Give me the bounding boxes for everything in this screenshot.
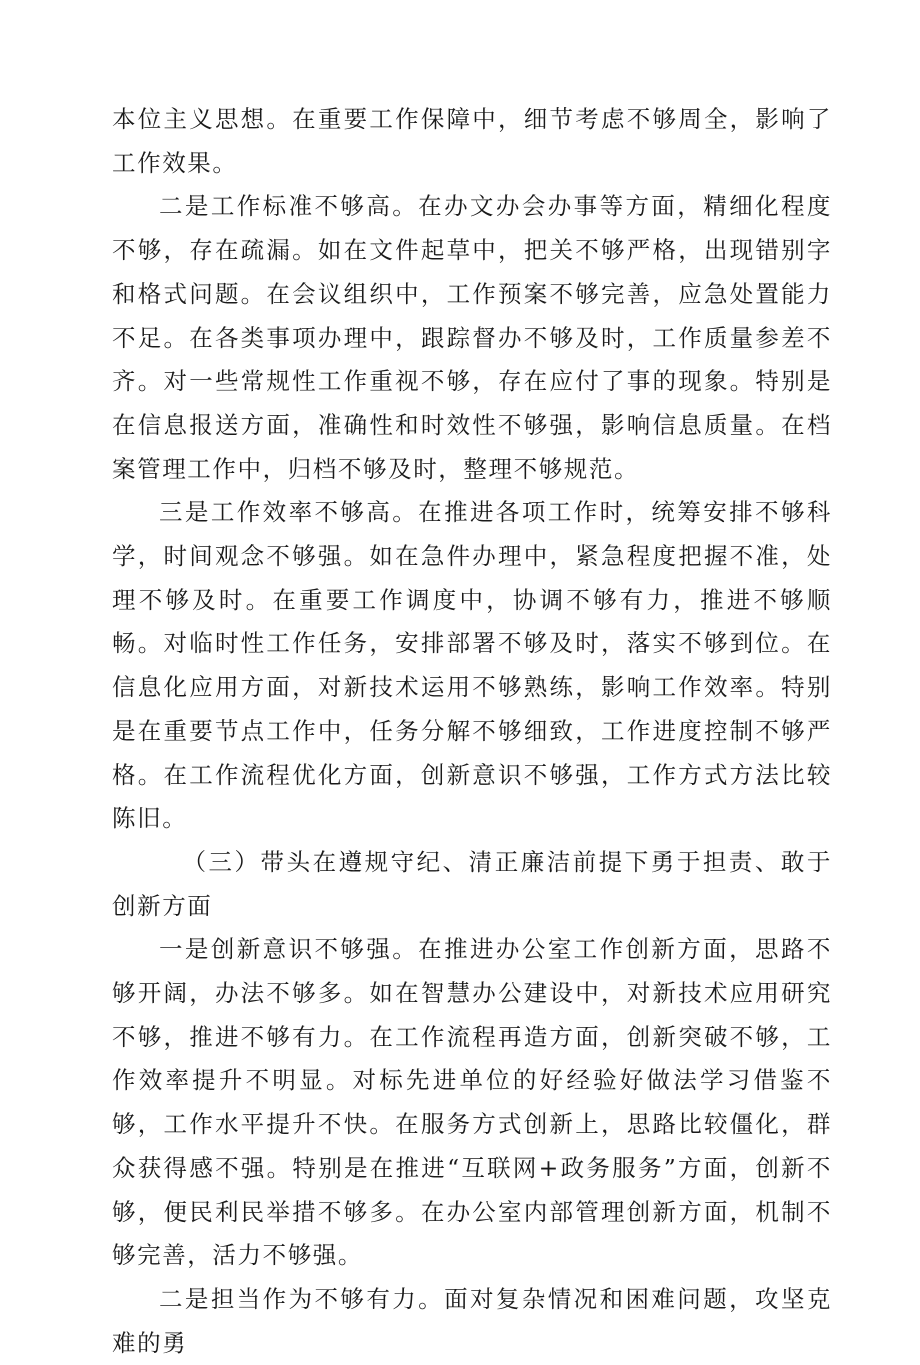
paragraph-innovation: 一是创新意识不够强。在推进办公室工作创新方面，思路不够开阔，办法不够多。如在智慧办公建设中，对新技术应用研究不够，推进不够有力。在工作流程再造方面，创新突破不够，工作效率提升不明显。对标先进单位的好经验好做法学习借鉴不够，工作水平提升不快。在服务方式创新上，思路比较僵化，群众获得感不强。特别是在推进“互联网+政务服务”方面，创新不够，便民利民举措不够多。在办公室内部管理创新方面，机制不够完善，活力不够强。 bbox=[112, 935, 832, 1270]
paragraph-work-standard: 二是工作标准不够高。在办文办会办事等方面，精细化程度不够，存在疏漏。如在文件起草中，把关不够严格，出现错别字和格式问题。在会议组织中，工作预案不够完善，应急处置能力不足。在各类事项办理中，跟踪督办不够及时，工作质量参差不齐。对一些常规性工作重视不够，存在应付了事的现象。特别是在信息报送方面，准确性和时效性不够强，影响信息质量。在档案管理工作中，归档不够及时，整理不够规范。 bbox=[112, 192, 832, 483]
paragraph-continuation: 本位主义思想。在重要工作保障中，细节考虑不够周全，影响了工作效果。 bbox=[112, 105, 832, 177]
paragraph-responsibility: 二是担当作为不够有力。面对复杂情况和困难问题，攻坚克难的勇 bbox=[112, 1284, 832, 1357]
section-heading: （三）带头在遵规守纪、清正廉洁前提下勇于担责、敢于创新方面 bbox=[112, 847, 832, 920]
document-body bbox=[112, 98, 832, 1365]
paragraph-work-efficiency: 三是工作效率不够高。在推进各项工作时，统筹安排不够科学，时间观念不够强。如在急件办理中，紧急程度把握不准，处理不够及时。在重要工作调度中，协调不够有力，推进不够顺畅。对临时性工作任务，安排部署不够及时，落实不够到位。在信息化应用方面，对新技术运用不够熟练，影响工作效率。特别是在重要节点工作中，任务分解不够细致，工作进度控制不够严格。在工作流程优化方面，创新意识不够强，工作方式方法比较陈旧。 bbox=[112, 498, 832, 833]
